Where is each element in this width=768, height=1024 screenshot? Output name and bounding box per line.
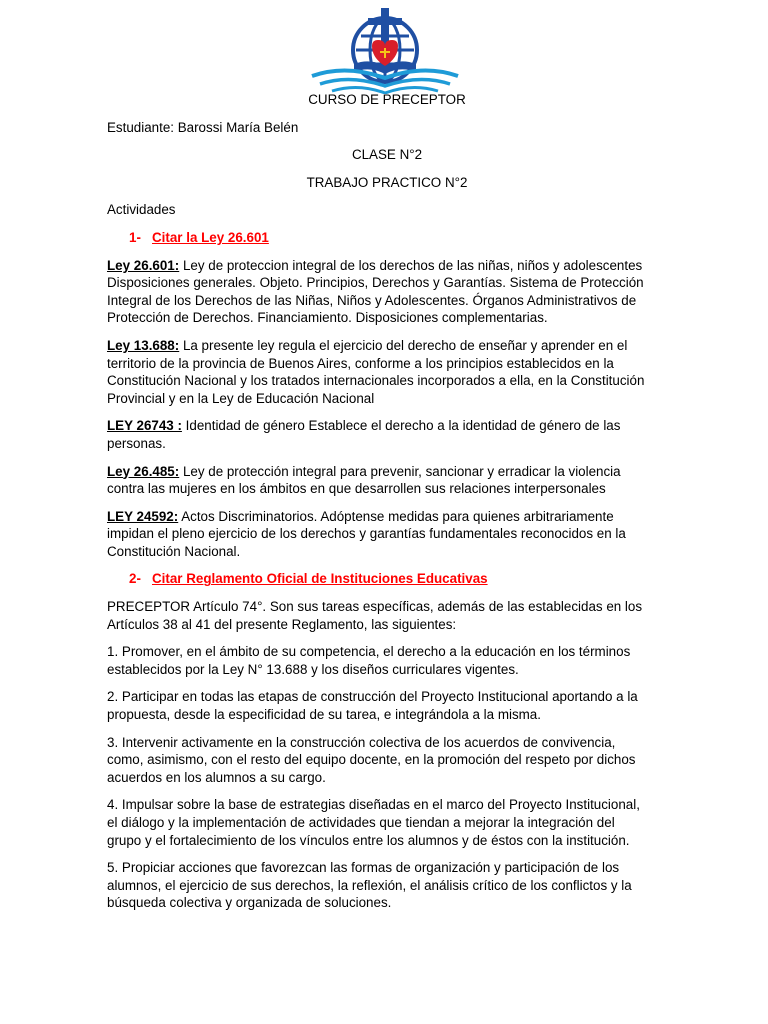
- cross-globe-book-logo: [306, 6, 464, 94]
- regulation-item: 3. Intervenir activamente en la construcción colectiva de los acuerdos de convivencia, como, asimismo, con el resto del equipo docente, en la promoción del respeto por dichos acuerdos en los alumnos a su cargo.: [107, 734, 636, 785]
- law-entry: Ley 13.688: La presente ley regula el ejercicio del derecho de enseñar y aprender en el territorio de la provincia de Buenos Aires, conforme a los principios establecidos en la Constitución Nacional y los tratados internacionales incorporados a ella, en la Constitución Provincial y en la Ley de Educación Nacional: [107, 337, 645, 406]
- regulation-item: 1. Promover, en el ámbito de su competencia, el derecho a la educación en los términos establecidos por la Ley N° 13.688 y los diseños curriculares vigentes.: [107, 644, 631, 677]
- section-heading-2: 2- Citar Reglamento Oficial de Instituciones Educativas: [129, 571, 488, 587]
- law-label: Ley 26.485:: [107, 463, 180, 479]
- regulation-item: 4. Impulsar sobre la base de estrategias diseñadas en el marco del Proyecto Institucional, el diálogo y la implementación de actividades que tiendan a mejorar la integración del grupo y el fortalecimiento de los vínculos entre los alumnos y de éstos con la institución.: [107, 797, 640, 848]
- regulation-item: 2. Participar en todas las etapas de construcción del Proyecto Institucional aportando a la propuesta, desde la especificidad de su tarea, e integrándola a la misma.: [107, 689, 638, 723]
- law-label: LEY 26743 :: [107, 418, 182, 434]
- class-number: CLASE N°2: [351, 147, 423, 163]
- regulation-item: 5. Propiciar acciones que favorezcan las formas de organización y participación de los alumnos, el ejercicio de sus derechos, la reflexión, el análisis crítico de los conflictos y la búsqueda colectiva y organizada de soluciones.: [107, 860, 632, 911]
- student-name: Estudiante: Barossi María Belén: [107, 119, 299, 135]
- law-label: Ley 13.688:: [107, 337, 180, 353]
- law-entry: Ley 26.601: Ley de proteccion integral de los derechos de las niñas, niños y adolescentes Disposiciones generales. Objeto. Principios, Derechos y Garantías. Sistema de Protección Integral de los Derechos de las Niñas, Niños y Adolescentes. Órganos Administrativos de Protección de Derechos. Financiamiento. Disposiciones complementarias.: [107, 257, 644, 326]
- law-label: Ley 26.601:: [107, 257, 180, 273]
- section-heading-1: 1- Citar la Ley 26.601: [129, 229, 269, 245]
- regulation-paragraph: PRECEPTOR Artículo 74°. Son sus tareas específicas, además de las establecidas en los Artículos 38 al 41 del presente Reglamento, las siguientes:: [107, 599, 643, 632]
- law-entry: LEY 26743 : Identidad de género Establece el derecho a la identidad de género de las personas.: [107, 418, 621, 451]
- course-title: CURSO DE PRECEPTOR: [308, 92, 466, 107]
- activities-label: Actividades: [107, 202, 176, 218]
- law-label: LEY 24592:: [107, 508, 179, 524]
- law-entry: Ley 26.485: Ley de protección integral para prevenir, sancionar y erradicar la violencia contra las mujeres en los ámbitos en que desarrollen sus relaciones interpersonales: [107, 463, 621, 497]
- law-entry: LEY 24592: Actos Discriminatorios. Adóptense medidas para quienes arbitrariamente impidan el pleno ejercicio de los derechos y garantías fundamentales reconocidos en la Constitución Nacional.: [107, 508, 626, 559]
- practical-work-title: TRABAJO PRACTICO N°2: [306, 174, 468, 190]
- document-body: [107, 91, 667, 922]
